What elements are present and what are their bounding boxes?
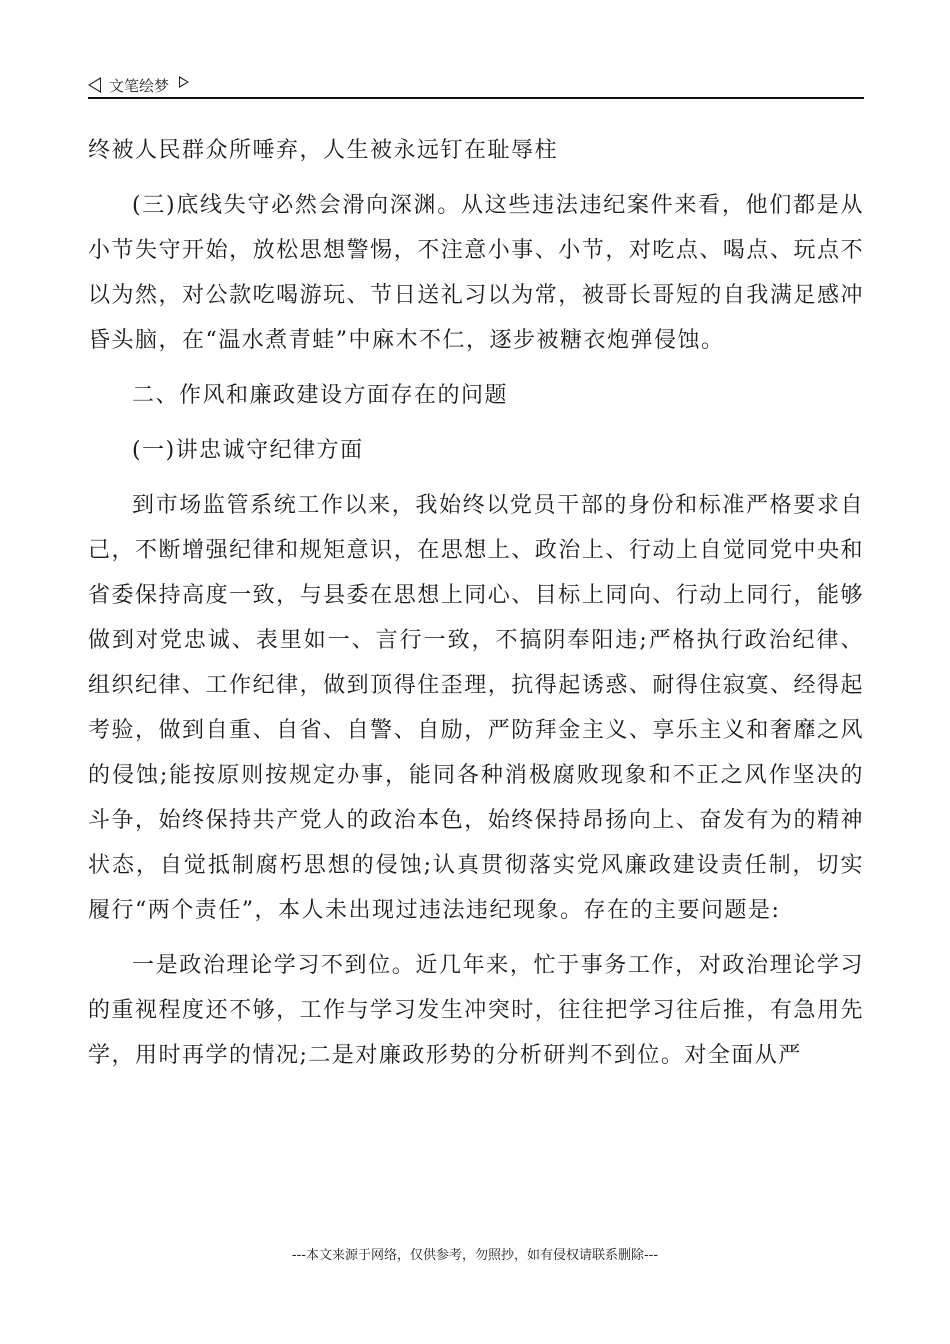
paragraph-2: (三)底线失守必然会滑向深渊。从这些违法违纪案件来看，他们都是从小节失守开始，放松思想警惕，不注意小事、小节，对吃点、喝点、玩点不以为然，对公款吃喝游玩、节日送礼习以为常，被哥长哥短的自我满足感冲昏头脑，在“温水煮青蛙”中麻木不仁，逐步被糖衣炮弹侵蚀。 bbox=[88, 193, 864, 353]
triangle-right-icon bbox=[179, 76, 189, 88]
document-body bbox=[88, 128, 864, 1088]
header-divider bbox=[88, 97, 864, 99]
page-header bbox=[88, 72, 864, 98]
paragraph-4: 一是政治理论学习不到位。近几年来，忙于事务工作，对政治理论学习的重视程度还不够，工作与学习发生冲突时，往往把学习往后推，有急用先学，用时再学的情况;二是对廉政形势的分析研判不到位。对全面从严 bbox=[88, 953, 864, 1068]
header-title: 文笔绘梦 bbox=[109, 76, 170, 95]
page-footer: ---本文来源于网络，仅供参考，勿照抄，如有侵权请联系删除--- bbox=[291, 1248, 659, 1263]
triangle-left-icon bbox=[88, 77, 101, 93]
section-heading: 二、作风和廉政建设方面存在的问题 bbox=[132, 383, 509, 408]
subsection-heading: (一)讲忠诚守纪律方面 bbox=[132, 438, 364, 463]
paragraph-3: 到市场监管系统工作以来，我始终以党员干部的身份和标准严格要求自己，不断增强纪律和规矩意识，在思想上、政治上、行动上自觉同党中央和省委保持高度一致，与县委在思想上同心、目标上同向、行动上同行，能够做到对党忠诚、表里如一、言行一致，不搞阴奉阳违;严格执行政治纪律、组织纪律、工作纪律，做到顶得住歪理，抗得起诱惑、耐得住寂寞、经得起考验，做到自重、自省、自警、自励，严防拜金主义、享乐主义和奢靡之风的侵蚀;能按原则按规定办事，能同各种消极腐败现象和不正之风作坚决的斗争，始终保持共产党人的政治本色，始终保持昂扬向上、奋发有为的精神状态，自觉抵制腐朽思想的侵蚀;认真贯彻落实党风廉政建设责任制，切实履行“两个责任”，本人未出现过违法违纪现象。存在的主要问题是: bbox=[88, 493, 864, 923]
paragraph-1: 终被人民群众所唾弃，人生被永远钉在耻辱柱 bbox=[88, 138, 559, 163]
